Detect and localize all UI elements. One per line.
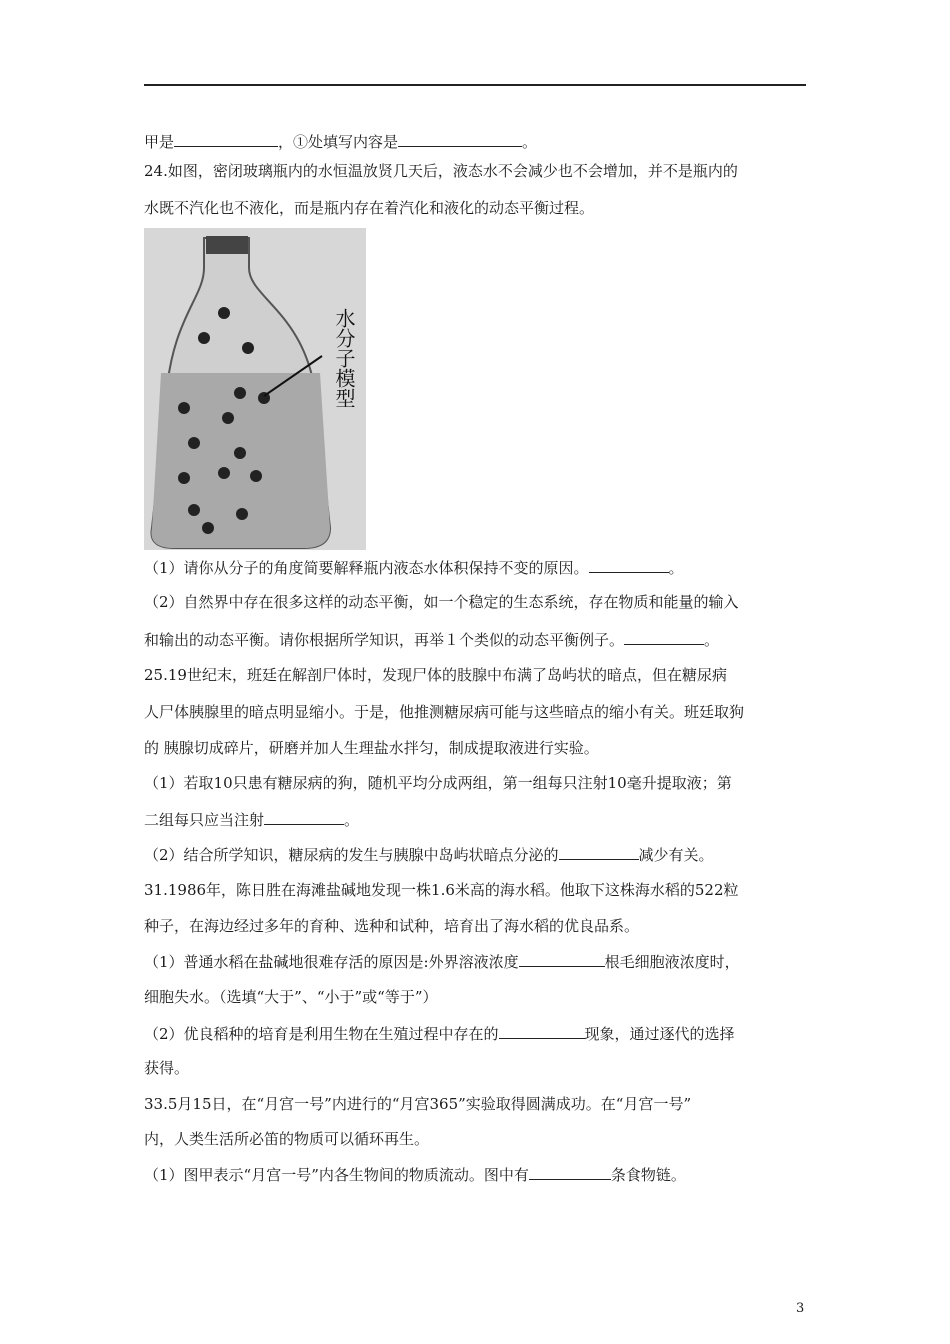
- q25-1: （1）若取10只患有糖尿病的狗，随机平均分成两组，第一组每只注射10毫升提取液；第: [144, 774, 732, 792]
- text: 条食物链。: [610, 1166, 686, 1184]
- text: （2）优良稻种的培育是利用生物在生殖过程中存在的: [144, 1025, 499, 1043]
- q31-1: [144, 951, 740, 972]
- text: 。: [668, 559, 684, 577]
- q33-1: [144, 1164, 686, 1185]
- q24-text-2: 水既不汽化也不液化，而是瓶内存在着汽化和液化的动态平衡过程。: [144, 199, 595, 217]
- text: 根毛细胞液浓度时，: [604, 953, 740, 971]
- text: 和输出的动态平衡。请你根据所学知识，再举１个类似的动态平衡例子。: [144, 631, 625, 649]
- blank[interactable]: [398, 131, 522, 147]
- text: 。: [522, 133, 538, 151]
- answer-line: [144, 131, 537, 152]
- figure-label: 水分子模型: [332, 308, 356, 408]
- text: （1）普通水稻在盐碱地很难存活的原因是:外界溶液浓度: [144, 953, 519, 971]
- blank[interactable]: [519, 951, 605, 967]
- q24-2: （2）自然界中存在很多这样的动态平衡，如一个稳定的生态系统，存在物质和能量的输入: [144, 593, 739, 611]
- blank[interactable]: [499, 1023, 585, 1039]
- q31: 31.1986年，陈日胜在海滩盐碱地发现一株1.6米高的海水稻。他取下这株海水稻的522粒: [144, 881, 739, 899]
- bottle-figure: [144, 228, 366, 550]
- q25b: 人尸体胰腺里的暗点明显缩小。于是，他推测糖尿病可能与这些暗点的缩小有关。班廷取狗: [144, 703, 745, 721]
- blank[interactable]: [264, 809, 344, 825]
- q33: 33.5月15日，在“月宫一号”内进行的“月宫365”实验取得圆满成功。在“月宫一号”: [144, 1095, 692, 1113]
- text: （2）结合所学知识，糖尿病的发生与胰腺中岛屿状暗点分泌的: [144, 846, 559, 864]
- q24-2b: [144, 629, 719, 650]
- q25c: 的 胰腺切成碎片，研磨并加人生理盐水拌匀，制成提取液进行实验。: [144, 739, 599, 757]
- text: 减少有关。: [638, 846, 714, 864]
- q24-text: 24.如图，密闭玻璃瓶内的水恒温放贤几天后，液态水不会减少也不会增加，并不是瓶内的: [144, 162, 738, 180]
- q31b: 种子，在海边经过多年的育种、选种和试种，培育出了海水稻的优良品系。: [144, 917, 640, 935]
- q25-2: [144, 844, 714, 865]
- text: 甲是: [144, 133, 175, 151]
- text: 二组每只应当注射: [144, 811, 265, 829]
- q24-1: [144, 557, 684, 578]
- blank[interactable]: [589, 557, 669, 573]
- q33b: 内，人类生活所必笛的物质可以循环再生。: [144, 1130, 430, 1148]
- q25: 25.19世纪末，班廷在解剖尸体时，发现尸体的肢腺中布满了岛屿状的暗点，但在糖尿病: [144, 666, 727, 684]
- header-rule: [144, 84, 806, 86]
- q31-2: [144, 1023, 735, 1044]
- text: 现象，通过逐代的选择: [584, 1025, 735, 1043]
- text: ，①处填写内容是: [278, 133, 399, 151]
- text: 。: [704, 631, 720, 649]
- page-number: 3: [796, 1301, 805, 1316]
- q31-2c: 获得。: [144, 1059, 190, 1077]
- blank[interactable]: [529, 1164, 611, 1180]
- bottle-diagram: [144, 228, 366, 550]
- q31-1c: 细胞失水。（选填“大于”、“小于”或“等于”）: [144, 988, 438, 1006]
- text: （1）请你从分子的角度简要解释瓶内液态水体积保持不变的原因。: [144, 559, 589, 577]
- q25-1b: [144, 809, 359, 830]
- text: （1）图甲表示“月宫一号”内各生物间的物质流动。图中有: [144, 1166, 529, 1184]
- blank[interactable]: [174, 131, 278, 147]
- blank[interactable]: [559, 844, 639, 860]
- blank[interactable]: [624, 629, 704, 645]
- text: 。: [344, 811, 360, 829]
